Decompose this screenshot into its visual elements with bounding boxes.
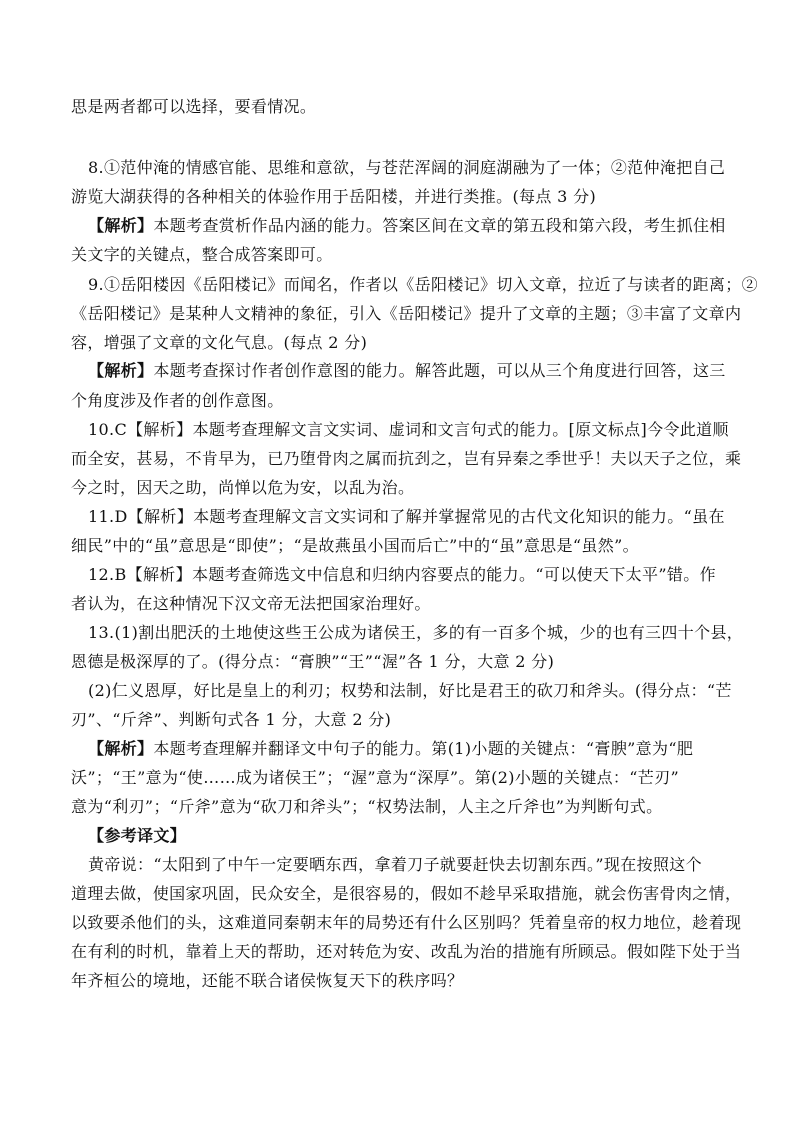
text-line [0,910,794,936]
text-line [0,330,794,356]
line-text: 者认为，在这种情况下汉文帝无法把国家治理好。 [71,594,431,613]
line-text: 细民”中的“虽”意思是“即使”；“是故燕虽小国而后亡”中的“虽”意思是“虽然”。 [71,536,639,555]
text-line [0,94,794,120]
text-line [0,446,794,472]
line-text: 本题考查理解并翻译文中句子的能力。第(1)小题的关键点：“膏腴”意为“肥 [153,739,694,758]
line-text: 12.B【解析】本题考查筛选文中信息和归纳内容要点的能力。“可以使天下太平”错。作 [88,565,716,584]
line-text: 13.(1)割出肥沃的土地使这些王公成为诸侯王，多的有一百多个城，少的也有三四十个县， [88,623,744,642]
line-text: 黄帝说：“太阳到了中午一定要晒东西，拿着刀子就要赶快去切割东西。”现在按照这个 [88,855,703,874]
line-text: 道理去做，使国家巩固，民众安全，是很容易的，假如不趁早采取措施，就会伤害骨肉之情， [71,884,742,903]
line-text: 8.①范仲淹的情感官能、思维和意欲，与苍茫浑阔的洞庭湖融为了一体；②范仲淹把自己 [88,158,726,177]
text-line [0,242,794,268]
text-line [0,591,794,617]
text-line [0,533,794,559]
line-text: 本题考查赏析作品内涵的能力。答案区间在文章的第五段和第六段，考生抓住相 [153,216,726,235]
text-line [0,388,794,414]
line-text: 11.D【解析】本题考查理解文言文实词和了解并掌握常见的古代文化知识的能力。“虽在 [88,507,725,526]
text-line [0,184,794,210]
text-line [0,881,794,907]
answer-12 [0,562,794,588]
text-line [0,968,794,994]
analysis-tag: 【解析】 [88,216,154,235]
line-text: 思是两者都可以选择，要看情况。 [71,97,317,116]
line-text: 9.①岳阳楼因《岳阳楼记》而闻名，作者以《岳阳楼记》切入文章，拉近了与读者的距离；② [88,275,758,294]
line-text: 容，增强了文章的文化气息。(每点 2 分) [71,333,368,352]
answer-8 [0,155,794,181]
answer-13-1 [0,620,794,646]
answer-13-2 [0,678,794,704]
translation-para [0,852,794,878]
text-line [0,475,794,501]
answer-9 [0,272,794,298]
text-line [0,707,794,733]
text-line [0,765,794,791]
line-text: 个角度涉及作者的创作意图。 [71,391,284,410]
line-text: 年齐桓公的境地，还能不联合诸侯恢复天下的秩序吗？ [71,971,464,990]
line-text: 而全安，甚易，不肯早为，已乃堕骨肉之属而抗刭之，岂有异秦之季世乎！夫以天子之位，乘 [71,449,742,468]
line-text: 游览大湖获得的各种相关的体验作用于岳阳楼，并进行类推。(每点 3 分) [71,187,597,206]
line-text: 沃”；“王”意为“使……成为诸侯王”；“渥”意为“深厚”。第(2)小题的关键点：“芒刃” [71,768,680,787]
text-line [0,649,794,675]
translation-heading [0,823,794,849]
translation-tag: 【参考译文】 [88,826,187,845]
line-text: 在有利的时机，靠着上天的帮助，还对转危为安、改乱为治的措施有所顾忌。假如陛下处于当 [71,942,742,961]
line-text: 以致要杀他们的头，这难道同秦朝末年的局势还有什么区别吗？凭着皇帝的权力地位，趁着现 [71,913,742,932]
analysis-8 [0,213,794,239]
text-line [0,939,794,965]
line-text: 今之时，因天之助，尚惮以危为安，以乱为治。 [71,478,415,497]
answer-11 [0,504,794,530]
analysis-13 [0,736,794,762]
text-line [0,794,794,820]
answer-10 [0,417,794,443]
line-text: 关文字的关键点，整合成答案即可。 [71,245,333,264]
text-line [0,301,794,327]
line-text: 刃”、“斤斧”、判断句式各 1 分，大意 2 分) [71,710,392,729]
analysis-9 [0,358,794,384]
line-text: 恩德是极深厚的了。(得分点：“膏腴”“王”“渥”各 1 分，大意 2 分) [71,652,555,671]
analysis-tag: 【解析】 [88,361,154,380]
line-text: 《岳阳楼记》是某种人文精神的象征，引入《岳阳楼记》提升了文章的主题；③丰富了文章内 [71,304,742,323]
line-text: (2)仁义恩厚，好比是皇上的利刃；权势和法制，好比是君王的砍刀和斧头。(得分点：“芒 [88,681,732,700]
line-text: 10.C【解析】本题考查理解文言文实词、虚词和文言句式的能力。[原文标点]今令此道顺 [88,420,729,439]
line-text: 意为“利刃”；“斤斧”意为“砍刀和斧头”；“权势法制，人主之斤斧也”为判断句式。 [71,797,663,816]
analysis-tag: 【解析】 [88,739,154,758]
line-text: 本题考查探讨作者创作意图的能力。解答此题，可以从三个角度进行回答，这三 [153,361,726,380]
